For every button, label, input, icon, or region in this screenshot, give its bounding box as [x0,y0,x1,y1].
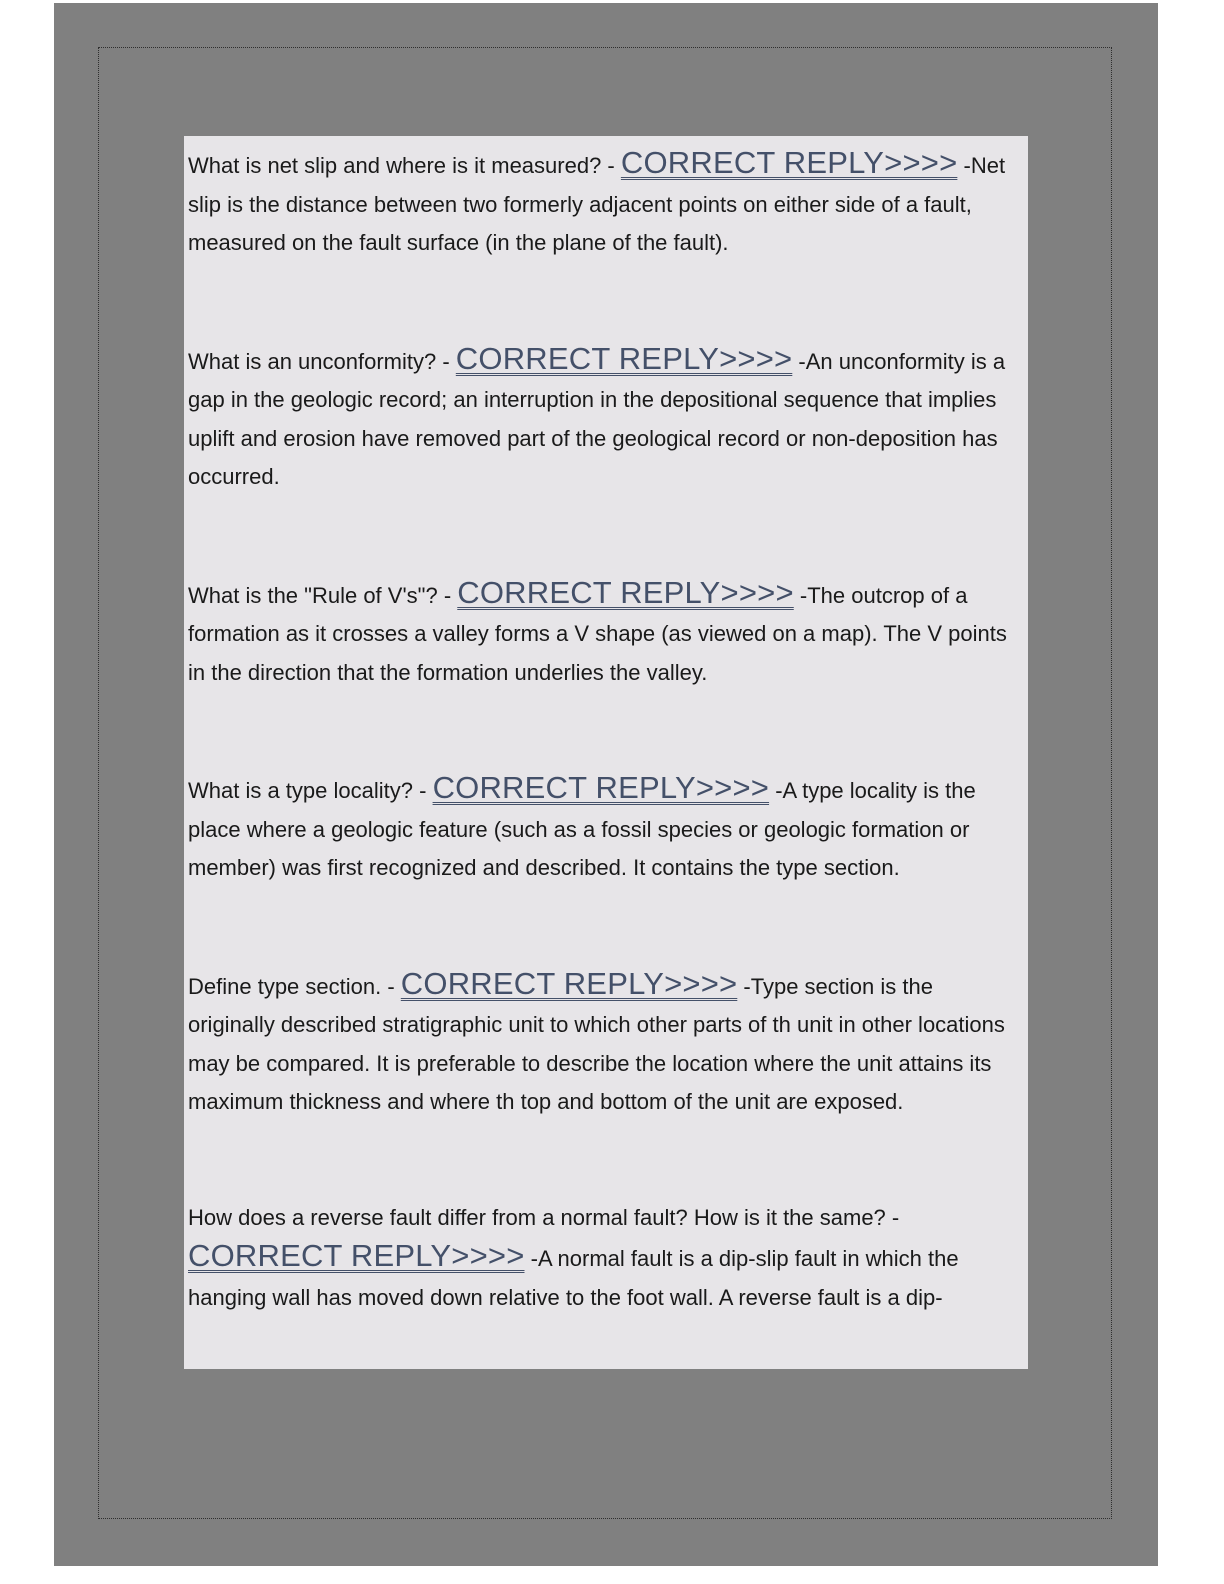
qa-item [188,574,1022,693]
correct-reply-label: CORRECT REPLY>>>> [455,340,793,376]
correct-reply-label: CORRECT REPLY>>>> [620,145,958,180]
answer-text: -Type section is the originally described stratigraphic unit to which other parts of th unit in other locations may be compared. It is preferable to describe the location where the unit attains its maximum thickness and where th top and bottom of the unit are exposed. [188,973,1005,1114]
question-text: What is net slip and where is it measured? - [188,153,615,178]
question-text: What is an unconformity? - [188,348,450,374]
correct-reply-label: CORRECT REPLY>>>> [432,770,770,805]
question-text: What is the "Rule of V's"? - [188,582,452,608]
qa-item [188,965,1022,1122]
question-text: Define type section. - [188,973,395,999]
document-page [54,3,1158,1566]
qa-list [184,136,1028,1317]
question-text: How does a reverse fault differ from a normal fault? How is it the same? - [188,1204,900,1230]
qa-item [188,1199,1022,1318]
content-area [184,136,1028,1369]
answer-text: -A normal fault is a dip-slip fault in which the hanging wall has moved down relative to the foot wall. A reverse fault is a dip- [188,1246,959,1310]
correct-reply-label: CORRECT REPLY>>>> [400,965,738,1001]
qa-item [188,769,1022,888]
answer-text: -Net slip is the distance between two formerly adjacent points on either side of a fault, measured on the fault surface (in the plane of the fault). [188,153,1006,255]
correct-reply-label: CORRECT REPLY>>>> [457,574,794,610]
answer-text: -A type locality is the place where a geologic feature (such as a fossil species or geologic formation or member) was first recognized and described. It contains the type section. [188,778,976,880]
answer-text: -The outcrop of a formation as it crosses a valley forms a V shape (as viewed on a map). The V points in the direction that the formation underlies the valley. [188,582,1007,685]
correct-reply-label: CORRECT REPLY>>>> [188,1238,525,1273]
qa-item [188,144,1022,263]
answer-text: -An unconformity is a gap in the geologic record; an interruption in the depositional sequence that implies uplift and erosion have removed part of the geological record or non-deposition has occurred. [188,348,1006,489]
qa-item [188,340,1022,497]
question-text: What is a type locality? - [188,778,427,803]
